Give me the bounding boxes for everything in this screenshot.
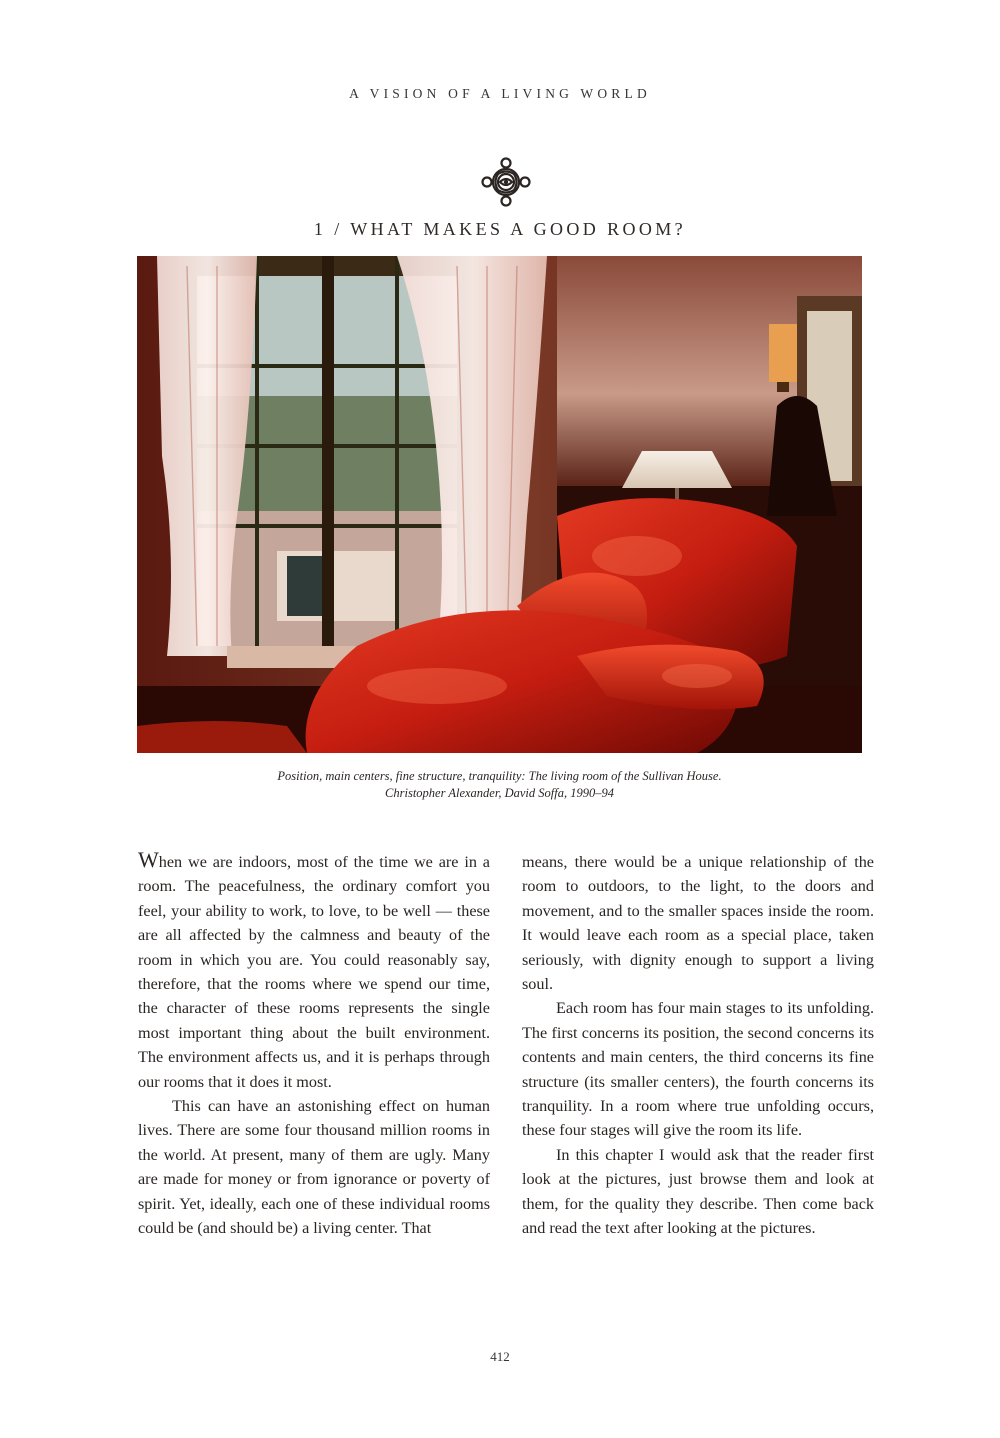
caption-line-2: Christopher Alexander, David Soffa, 1990–94 xyxy=(385,786,614,800)
paragraph: means, there would be a unique relationship of the room to outdoors, to the light, to the doors and movement, and to the smaller spaces inside the room. It would leave each room as a special place, taken seriously, with dignity enough to support a living soul. xyxy=(522,853,874,994)
paragraph: This can have an astonishing effect on human lives. There are some four thousand million rooms in the world. At present, many of them are ugly. Many are made for money or from ignorance or poverty of spirit. Yet, ideally, each one of these individual rooms could be (and should be) a living center. That xyxy=(138,1097,490,1238)
text-column-left xyxy=(138,847,490,1241)
page-number: 412 xyxy=(490,1349,510,1364)
paragraph: In this chapter I would ask that the reader first look at the pictures, just browse them and look at them, for the quality they describe. Then come back and read the text after looking at the pictures. xyxy=(522,1145,874,1238)
paragraph xyxy=(138,847,490,1094)
chapter-title: 1 / WHAT MAKES A GOOD ROOM? xyxy=(313,219,687,239)
celtic-knot-ornament-icon xyxy=(479,155,533,209)
paragraph-text: hen we are indoors, most of the time we are in a room. The peacefulness, the ordinary comfort you feel, your ability to work, to love, to be well — these are all affected by the calmness and beauty of the room in which you are. You could reasonably say, therefore, that the rooms where we spend our time, the character of these rooms represents the single most important thing about the built environment. The environment affects us, and it is perhaps through our rooms that it does it most. xyxy=(138,853,490,1091)
paragraph: Each room has four main stages to its unfolding. The first concerns its position, the second concerns its contents and main centers, the third concerns its fine structure (its smaller centers), the fourth concerns its tranquility. In a room where true unfolding occurs, these four stages will give the room its life. xyxy=(522,999,874,1140)
room-photo xyxy=(137,256,862,753)
photo-caption xyxy=(137,768,862,802)
text-column-right xyxy=(522,850,874,1241)
running-head: A VISION OF A LIVING WORLD xyxy=(349,86,651,101)
room-photo-illustration xyxy=(137,256,862,753)
caption-line-1: Position, main centers, fine structure, tranquility: The living room of the Sullivan House. xyxy=(277,769,722,783)
initial-letter: W xyxy=(138,847,159,872)
